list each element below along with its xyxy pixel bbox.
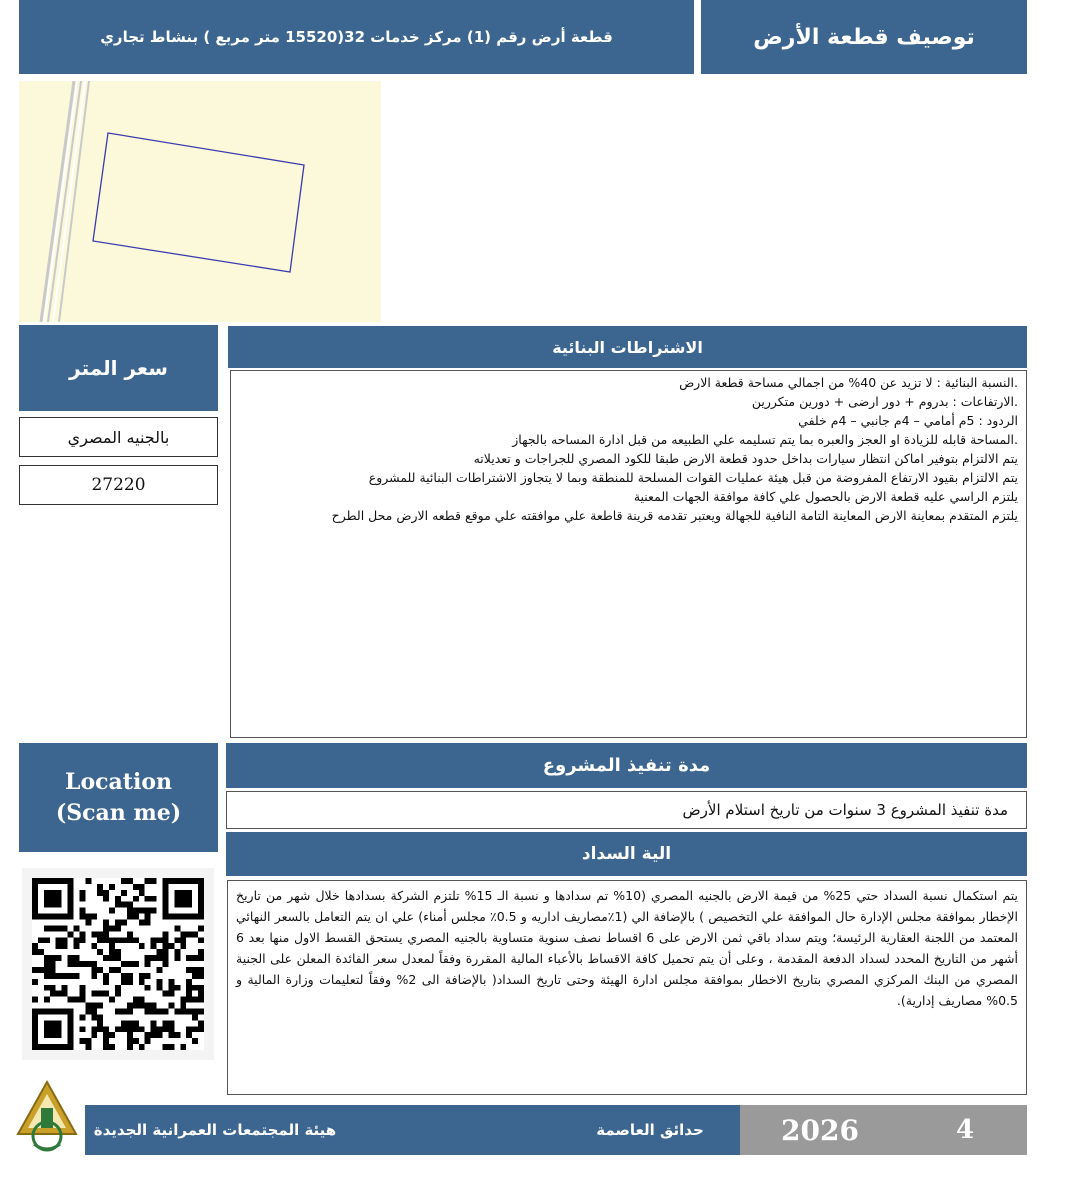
condition-line: يتم الالتزام بقيود الارتفاع المفروضة من قبل هيئة عمليات القوات المسلحة للمنطقة وبما لا يتجاوز الاشتراطات البنائية للمشروع (368, 470, 1018, 485)
payment-mechanism-heading: الية السداد (226, 832, 1027, 876)
condition-line: الردود : 5م أمامي – 4م جانبي – 4م خلفي (798, 413, 1018, 428)
condition-line: .المساحة قابله للزيادة او العجز والعبره بما يتم تسليمه علي الطبيعه من قبل ادارة المساحه بالجهاز (512, 432, 1018, 447)
footer-year: 2026 (781, 1113, 859, 1147)
project-duration-heading: مدة تنفيذ المشروع (226, 743, 1027, 788)
price-per-meter-heading: سعر المتر (19, 325, 218, 411)
page-number: 4 (955, 1115, 975, 1145)
location-label: Location (65, 768, 172, 795)
qr-code-graphic (32, 878, 204, 1050)
payment-terms-text: يتم استكمال نسبة السداد حتي 25% من قيمة الارض بالجنيه المصري (10% تم سدادها و نسبة الـ 15% تلتزم الشركة بسدادها خلال شهر من تاريخ الإخطار بموافقة مجلس الإدارة حال الموافقة علي التخصيص ) بالإضافة الي (1٪مصاريف اداريه و 0.5٪ مجلس أمناء) علي ان يتم التعامل بالسعر النهائي المعتمد من اللجنة العقارية الرئيسة؛ ويتم سداد باقي ثمن الارض على 6 اقساط نصف سنوية متساوية بالجنيه المصري يستحق القسط الاول منها بعد 6 أشهر من التاريخ المحدد لسداد الدفعة المقدمة ، وعلى أن يتم تحميل كافة الاقساط بالأعباء المالية المقررة وفقاً لمعدل سعر الفائدة المعلن على الجنية المصري من البنك المركزي المصري بتاريخ الاخطار بموافقة مجلس ادارة الهيئة وحتى تاريخ السداد( بالإضافة الى 2% وفقاً لتعليمات وزارة المالية و 0.5% مصاريف إدارية). (227, 880, 1027, 1095)
footer-city: حدائق العاصمة (596, 1121, 704, 1139)
parcel-description: قطعة أرض رقم (1) مركز خدمات 32(15520 متر مربع ) بنشاط تجاري (19, 0, 694, 74)
condition-line: .النسبة البنائية : لا تزيد عن 40% من اجمالي مساحة قطعة الارض (679, 375, 1018, 390)
price-value: 27220 (19, 465, 218, 505)
parcel-map-drawing (19, 81, 381, 322)
parcel-outline (93, 133, 304, 272)
building-conditions-list (230, 370, 1027, 738)
condition-line: يتم الالتزام بتوفير اماكن انتظار سيارات بداخل حدود قطعة الارض طبقا للكود المصري للجراجات و تعديلاته (473, 451, 1018, 466)
parcel-map (19, 81, 381, 322)
road-line-white-1 (44, 81, 77, 322)
condition-line: .الارتفاعات : بدروم + دور ارضى + دورين متكررين (751, 394, 1018, 409)
currency-label: بالجنيه المصري (19, 417, 218, 457)
nuca-logo-icon (14, 1078, 80, 1156)
page-title: توصيف قطعة الأرض (701, 0, 1027, 74)
location-scan-label (19, 743, 218, 852)
building-conditions-heading: الاشتراطات البنائية (228, 326, 1027, 368)
condition-line: يلتزم الراسي عليه قطعة الارض بالحصول علي كافة موافقة الجهات المعنية (633, 489, 1018, 504)
footer-organization: هيئة المجتمعات العمرانية الجديدة (93, 1121, 337, 1139)
condition-line: يلتزم المتقدم بمعاينة الارض المعاينة التامة النافية للجهالة ويعتبر تقدمه قرينة قاطعة علي موافقته علي موقع قطعه الارض محل الطرح (331, 508, 1018, 523)
project-duration-text: مدة تنفيذ المشروع 3 سنوات من تاريخ استلام الأرض (226, 791, 1027, 829)
scan-me-label: (Scan me) (55, 799, 182, 826)
qr-code-icon[interactable] (22, 868, 214, 1060)
